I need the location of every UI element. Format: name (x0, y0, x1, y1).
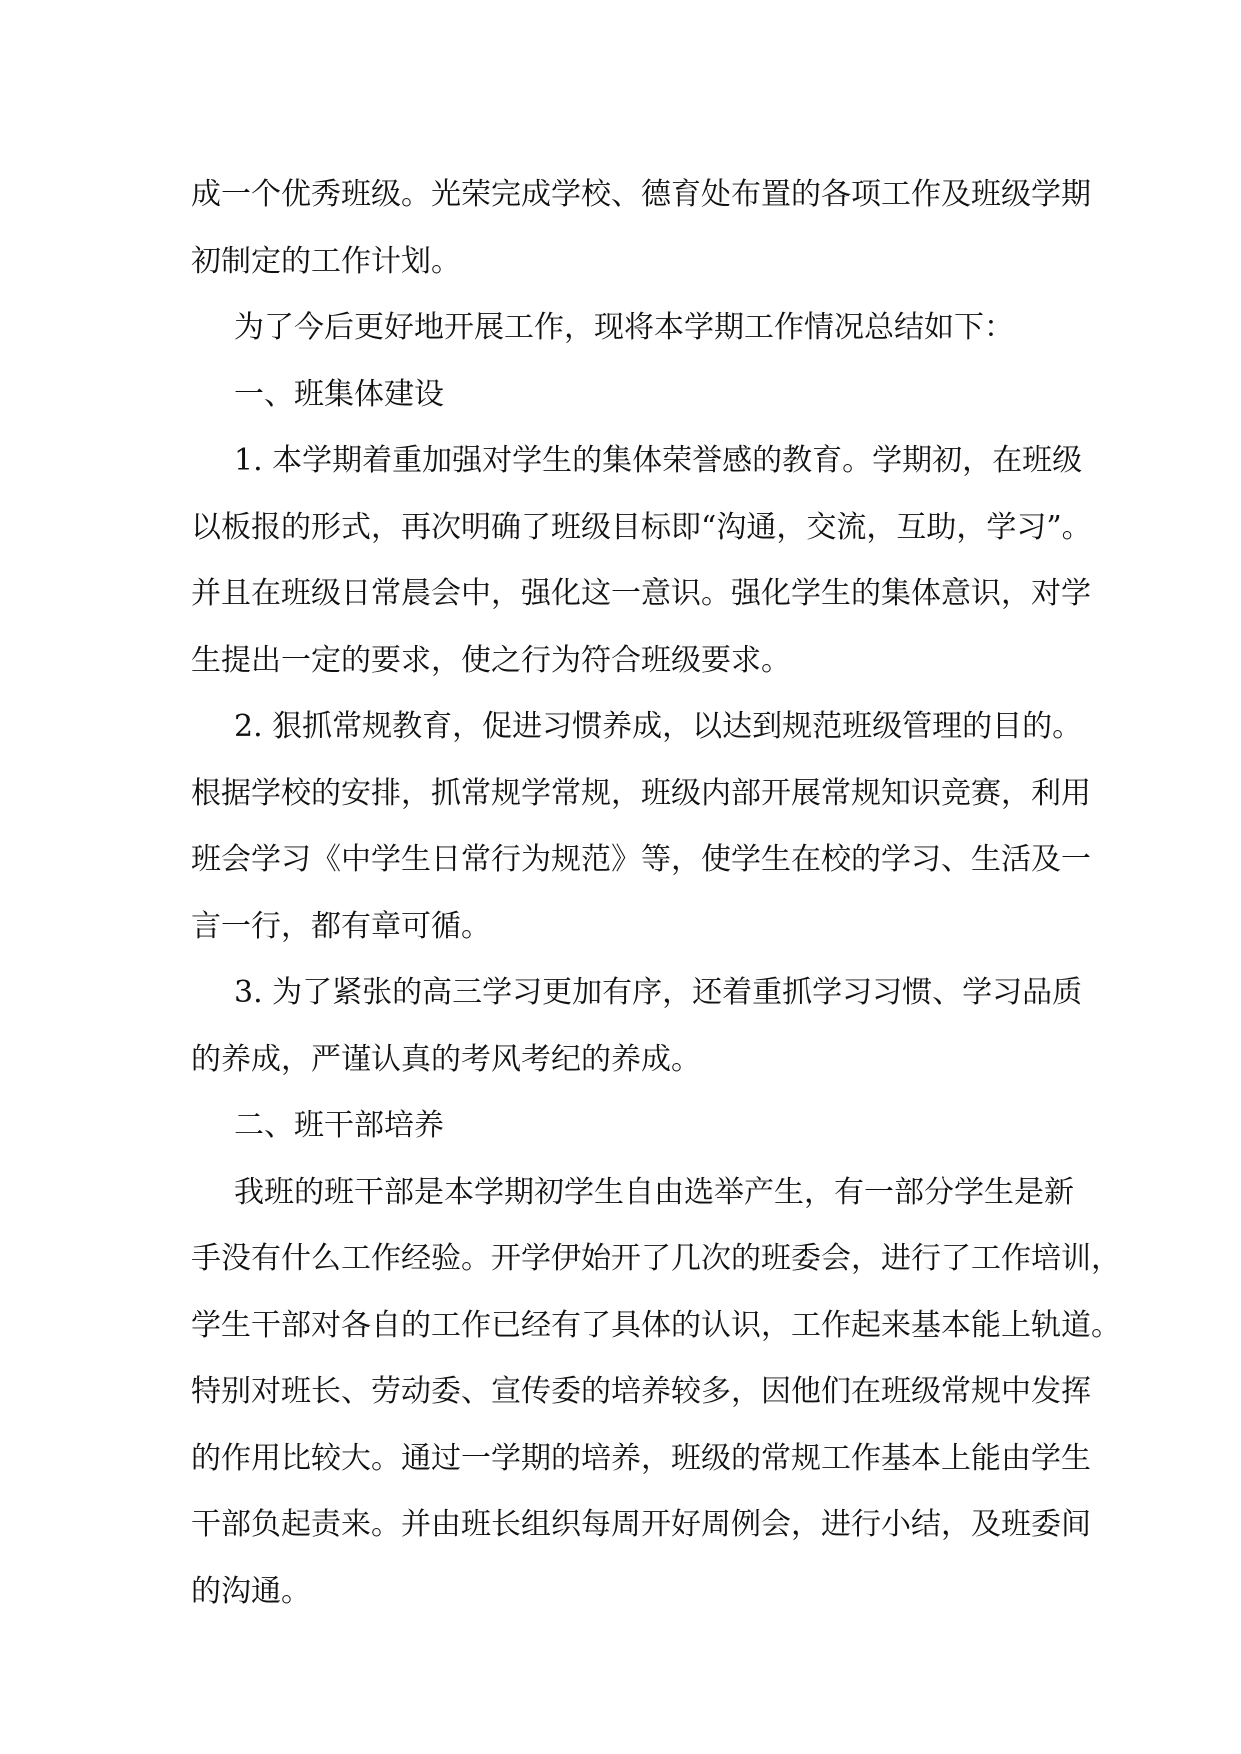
text-line: 成一个优秀班级。光荣完成学校、德育处布置的各项工作及班级学期 (191, 177, 1091, 212)
text-line: 的养成，严谨认真的考风考纪的养成。 (191, 1041, 701, 1077)
text-line: 3. 为了紧张的高三学习更加有序，还着重抓学习习惯、学习品质 (234, 975, 1083, 1010)
section-heading-2: 二、班干部培养 (234, 1108, 444, 1143)
text-line: 1. 本学期着重加强对学生的集体荣誉感的教育。学期初，在班级 (234, 443, 1083, 478)
text-line: 的作用比较大。通过一学期的培养，班级的常规工作基本上能由学生 (191, 1440, 1091, 1476)
text-line: 生提出一定的要求，使之行为符合班级要求。 (191, 642, 791, 678)
section-heading-1: 一、班集体建设 (234, 376, 444, 412)
text-line: 言一行，都有章可循。 (191, 908, 491, 944)
text-line: 特别对班长、劳动委、宣传委的培养较多，因他们在班级常规中发挥 (191, 1374, 1091, 1409)
text-line: 的沟通。 (191, 1573, 311, 1609)
text-line: 2. 狠抓常规教育，促进习惯养成，以达到规范班级管理的目的。 (234, 709, 1083, 744)
body-text (191, 162, 1121, 1625)
text-line: 根据学校的安排，抓常规学常规，班级内部开展常规知识竞赛，利用 (191, 775, 1091, 811)
text-line: 以板报的形式，再次明确了班级目标即“沟通，交流，互助，学习”。 (191, 509, 1092, 545)
text-line: 初制定的工作计划。 (191, 243, 461, 279)
text-line: 班会学习《中学生日常行为规范》等，使学生在校的学习、生活及一 (191, 842, 1091, 877)
text-line: 并且在班级日常晨会中，强化这一意识。强化学生的集体意识，对学 (191, 576, 1091, 611)
text-line: 为了今后更好地开展工作，现将本学期工作情况总结如下： (234, 310, 1014, 345)
text-line: 我班的班干部是本学期初学生自由选举产生，有一部分学生是新 (234, 1174, 1074, 1210)
text-line: 干部负起责来。并由班长组织每周开好周例会，进行小结，及班委间 (191, 1507, 1091, 1542)
text-line: 手没有什么工作经验。开学伊始开了几次的班委会，进行了工作培训， (191, 1241, 1121, 1276)
text-line: 学生干部对各自的工作已经有了具体的认识，工作起来基本能上轨道。 (191, 1307, 1121, 1343)
